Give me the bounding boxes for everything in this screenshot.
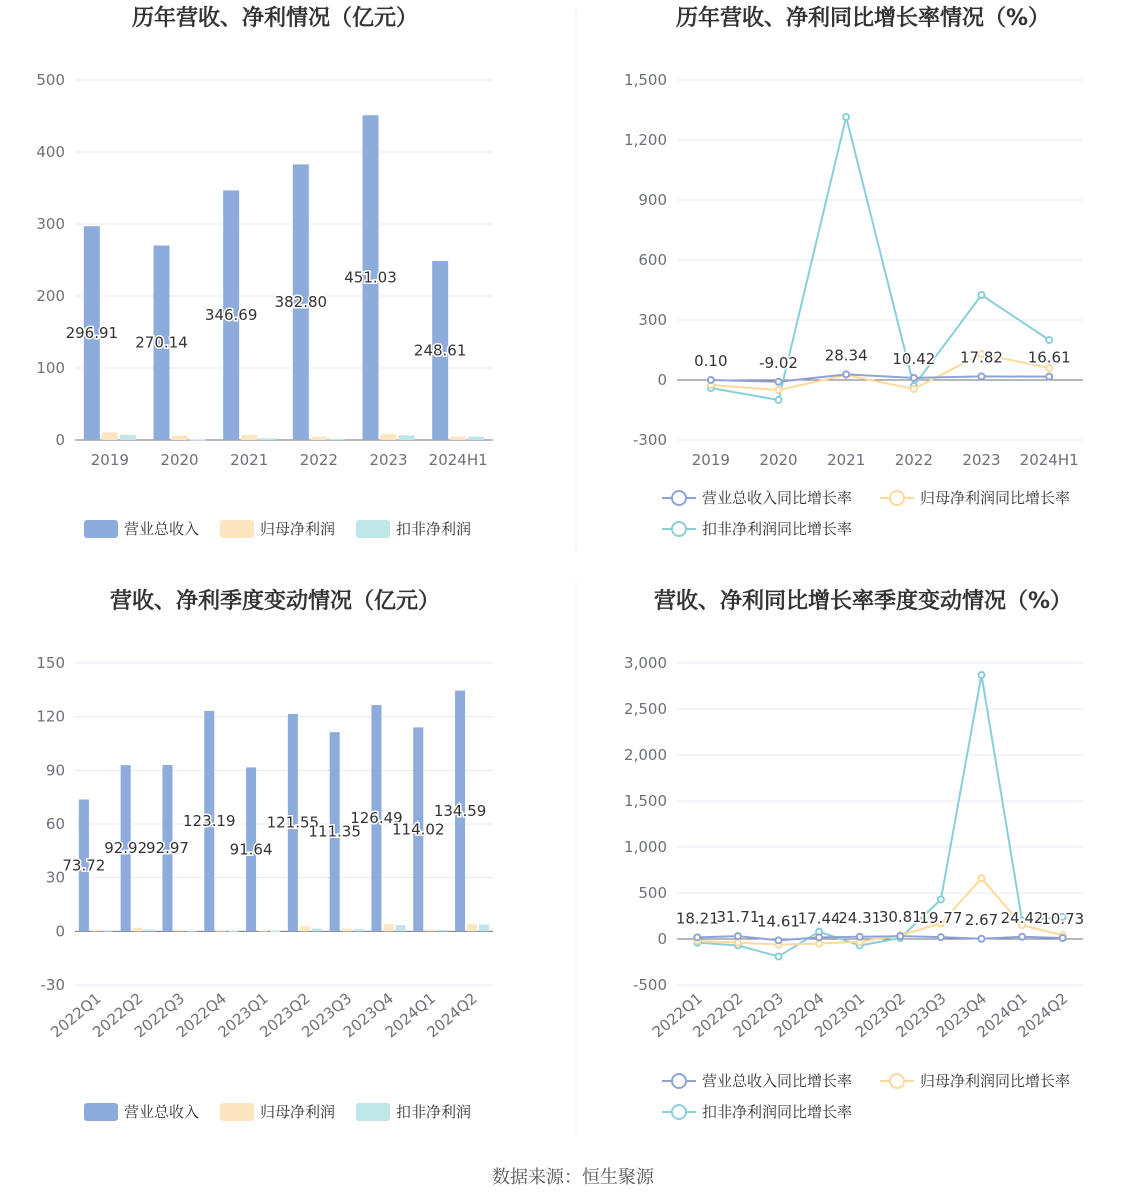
x-tick-label: 2022Q1 xyxy=(648,989,706,1042)
x-tick-label: 2024Q1 xyxy=(973,989,1031,1042)
bar-net-profit xyxy=(311,437,327,440)
bar-deducted-profit xyxy=(399,435,415,440)
x-tick-label: 2022 xyxy=(894,451,933,469)
legend-label: 归母净利润同比增长率 xyxy=(920,489,1071,507)
y-tick-label: -30 xyxy=(40,976,65,994)
legend-swatch xyxy=(220,1103,254,1121)
y-tick-label: 500 xyxy=(638,884,667,902)
x-tick-label: 2022Q3 xyxy=(130,989,189,1042)
y-tick-label: 30 xyxy=(45,868,65,887)
x-tick-label: 2022Q1 xyxy=(47,989,105,1042)
bar-net-profit xyxy=(381,434,397,440)
bar-deducted-profit xyxy=(468,437,484,440)
x-tick-label: 2020 xyxy=(759,451,798,469)
x-tick-label: 2023Q4 xyxy=(339,989,398,1042)
legend-swatch xyxy=(220,520,254,538)
data-label: 114.02 xyxy=(392,820,445,839)
bar-net-profit xyxy=(383,924,393,931)
bar-net-profit xyxy=(102,432,118,440)
series-point xyxy=(816,941,822,947)
series-point xyxy=(708,377,714,383)
y-tick-label: 2,000 xyxy=(624,746,667,764)
series-point xyxy=(938,934,944,940)
y-tick-label: -500 xyxy=(632,976,667,994)
y-tick-label: 300 xyxy=(36,215,65,233)
bar-deducted-profit xyxy=(228,931,238,932)
legend-swatch-marker xyxy=(890,1074,904,1088)
legend-label: 扣非净利润 xyxy=(396,1103,472,1121)
bar-deducted-profit xyxy=(437,930,447,931)
data-label: 248.61 xyxy=(413,341,467,360)
legend-swatch xyxy=(356,1103,390,1121)
data-label: -9.02 xyxy=(759,353,798,372)
chart-title: 历年营收、净利情况（亿元） xyxy=(131,6,419,31)
bar-deducted-profit xyxy=(259,438,275,440)
bar-deducted-profit xyxy=(312,929,322,932)
y-tick-label: 500 xyxy=(36,71,65,89)
x-tick-label: 2023Q3 xyxy=(892,989,950,1042)
bar-net-profit xyxy=(241,435,257,440)
x-tick-label: 2023 xyxy=(962,451,1001,469)
y-tick-label: 900 xyxy=(638,191,667,209)
data-label: 91.64 xyxy=(229,840,273,859)
y-tick-label: 200 xyxy=(36,287,65,305)
series-point xyxy=(735,940,741,946)
data-label: 123.19 xyxy=(183,812,236,831)
data-label: 126.49 xyxy=(350,809,403,828)
legend-swatch xyxy=(356,520,390,538)
bar-net-profit xyxy=(425,930,435,932)
legend-swatch xyxy=(84,1103,118,1121)
legend-label: 扣非净利润 xyxy=(396,520,472,538)
x-tick-label: 2022Q3 xyxy=(729,989,788,1042)
series-point xyxy=(776,397,782,403)
legend-swatch xyxy=(84,520,118,538)
bar-deducted-profit xyxy=(120,435,136,440)
data-label: 346.69 xyxy=(204,306,258,325)
data-label: 121.55 xyxy=(266,813,320,832)
quarterly-revenue-profit-chart xyxy=(36,588,493,1121)
y-tick-label: 90 xyxy=(45,761,65,780)
y-tick-label: 1,500 xyxy=(624,792,667,810)
series-point xyxy=(979,672,985,678)
bar-deducted-profit xyxy=(187,931,197,932)
data-label: 270.14 xyxy=(135,333,188,352)
x-tick-label: 2020 xyxy=(160,451,199,469)
series-point xyxy=(1046,337,1052,343)
data-label: 19.77 xyxy=(919,909,963,928)
y-tick-label: 0 xyxy=(657,930,667,948)
y-tick-label: 150 xyxy=(36,654,65,672)
y-tick-label: 3,000 xyxy=(624,654,667,672)
x-tick-label: 2024Q2 xyxy=(1014,989,1072,1042)
chart-title: 营收、净利同比增长率季度变动情况（%） xyxy=(653,589,1073,614)
y-tick-label: 120 xyxy=(36,707,65,726)
series-point xyxy=(1046,374,1052,380)
legend-swatch-marker xyxy=(890,491,904,505)
series-point xyxy=(735,933,741,939)
annual-growth-rate-chart xyxy=(624,5,1083,538)
bar-deducted-profit xyxy=(479,925,489,932)
x-tick-label: 2023Q3 xyxy=(298,989,356,1042)
x-tick-label: 2023Q1 xyxy=(214,989,272,1042)
data-label: 382.80 xyxy=(274,293,328,312)
data-label: 24.31 xyxy=(838,908,882,927)
bar-net-profit xyxy=(300,926,310,931)
bar-net-profit xyxy=(174,930,184,931)
x-tick-label: 2022Q2 xyxy=(89,989,147,1042)
x-tick-label: 2023 xyxy=(369,451,408,469)
bar-net-profit xyxy=(91,930,101,931)
legend-label: 归母净利润 xyxy=(260,520,336,538)
x-tick-label: 2023Q1 xyxy=(811,989,869,1042)
x-tick-label: 2019 xyxy=(691,451,730,469)
series-point xyxy=(776,937,782,943)
series-point xyxy=(1019,934,1025,940)
data-label: 92.97 xyxy=(145,839,189,858)
y-tick-label: 1,200 xyxy=(624,131,667,149)
y-tick-label: 0 xyxy=(55,922,65,941)
data-label: 31.71 xyxy=(716,908,760,927)
legend-label: 归母净利润 xyxy=(260,1103,336,1121)
y-tick-label: 1,000 xyxy=(624,838,667,856)
chart-title: 历年营收、净利同比增长率情况（%） xyxy=(675,6,1051,31)
series-point xyxy=(694,934,700,940)
legend-label: 营业总收入 xyxy=(124,1103,200,1121)
x-tick-label: 2023Q4 xyxy=(932,989,991,1042)
x-tick-label: 2021 xyxy=(230,451,269,469)
series-point xyxy=(776,953,782,959)
bar-deducted-profit xyxy=(145,930,155,932)
series-point xyxy=(776,379,782,385)
series-point xyxy=(938,896,944,902)
data-source-label: 数据来源：恒生聚源 xyxy=(492,1167,654,1188)
series-point xyxy=(979,875,985,881)
y-tick-label: 0 xyxy=(657,371,667,389)
data-label: 111.35 xyxy=(308,822,361,841)
annual-revenue-profit-chart xyxy=(36,5,493,538)
data-label: 10.42 xyxy=(892,349,936,368)
series-point xyxy=(911,375,917,381)
data-label: 30.81 xyxy=(878,908,922,927)
data-label: 24.42 xyxy=(1000,908,1044,927)
legend-label: 营业总收入同比增长率 xyxy=(702,489,853,507)
x-tick-label: 2024Q1 xyxy=(381,989,439,1042)
data-label: 16.61 xyxy=(1027,348,1071,367)
bar-net-profit xyxy=(172,436,188,440)
chart-title: 营收、净利季度变动情况（亿元） xyxy=(109,589,441,614)
legend-label: 扣非净利润同比增长率 xyxy=(702,520,853,538)
x-tick-label: 2024Q2 xyxy=(423,989,481,1042)
legend-swatch-marker xyxy=(672,491,686,505)
bar-net-profit xyxy=(133,928,143,932)
x-tick-label: 2024H1 xyxy=(428,451,488,469)
y-tick-label: 60 xyxy=(45,815,65,833)
series-point xyxy=(897,933,903,939)
series-point xyxy=(843,114,849,120)
x-tick-label: 2022Q4 xyxy=(770,989,828,1042)
bar-net-profit xyxy=(258,930,268,931)
legend-swatch-marker xyxy=(672,1105,686,1119)
x-tick-label: 2023Q2 xyxy=(851,989,909,1042)
series-point xyxy=(857,934,863,940)
y-tick-label: 400 xyxy=(36,143,65,161)
bar-net-profit xyxy=(216,930,226,931)
bar-deducted-profit xyxy=(190,439,206,440)
legend-swatch-marker xyxy=(672,1074,686,1088)
y-tick-label: 1,500 xyxy=(624,71,667,89)
data-label: 14.61 xyxy=(757,912,800,931)
legend-label: 营业总收入同比增长率 xyxy=(702,1072,853,1090)
bar-deducted-profit xyxy=(103,930,113,931)
series-point xyxy=(911,386,917,392)
data-label: 296.91 xyxy=(65,324,119,343)
y-tick-label: 300 xyxy=(638,311,667,329)
bar-deducted-profit xyxy=(329,439,345,440)
bar-deducted-profit xyxy=(354,929,364,931)
x-tick-label: 2024H1 xyxy=(1019,451,1079,469)
series-point xyxy=(1060,935,1066,941)
y-tick-label: 0 xyxy=(55,431,65,449)
data-label: 92.92 xyxy=(104,839,148,858)
bar-deducted-profit xyxy=(396,925,406,931)
data-label: 10.73 xyxy=(1041,910,1085,929)
x-tick-label: 2019 xyxy=(90,451,129,469)
bar-net-profit xyxy=(450,437,466,440)
y-tick-label: 600 xyxy=(638,251,667,269)
series-point xyxy=(979,292,985,298)
data-label: 17.44 xyxy=(797,909,841,928)
x-tick-label: 2023Q2 xyxy=(256,989,314,1042)
series-point xyxy=(979,936,985,942)
x-tick-label: 2021 xyxy=(827,451,866,469)
y-tick-label: 100 xyxy=(36,359,65,377)
y-tick-label: 2,500 xyxy=(624,700,667,718)
y-tick-label: -300 xyxy=(632,431,667,449)
data-label: 17.82 xyxy=(960,348,1003,367)
data-label: 73.72 xyxy=(62,856,106,875)
quarterly-growth-rate-chart xyxy=(624,588,1084,1121)
x-tick-label: 2022Q2 xyxy=(689,989,747,1042)
data-label: 2.67 xyxy=(964,910,999,929)
legend-label: 扣非净利润同比增长率 xyxy=(702,1103,853,1121)
data-label: 0.10 xyxy=(694,351,728,370)
x-tick-label: 2022Q4 xyxy=(172,989,230,1042)
bar-net-profit xyxy=(342,929,352,932)
series-point xyxy=(979,373,985,379)
series-line-0 xyxy=(711,374,1049,381)
legend-label: 归母净利润同比增长率 xyxy=(920,1072,1071,1090)
data-label: 18.21 xyxy=(675,909,719,928)
x-tick-label: 2022 xyxy=(299,451,338,469)
data-label: 28.34 xyxy=(824,346,868,365)
series-point xyxy=(776,387,782,393)
series-point xyxy=(843,371,849,377)
legend-swatch-marker xyxy=(672,522,686,536)
legend-label: 营业总收入 xyxy=(124,520,200,538)
data-label: 134.59 xyxy=(433,801,487,820)
bar-deducted-profit xyxy=(270,931,280,932)
data-label: 451.03 xyxy=(344,268,397,287)
bar-net-profit xyxy=(467,924,477,931)
series-point xyxy=(816,934,822,940)
